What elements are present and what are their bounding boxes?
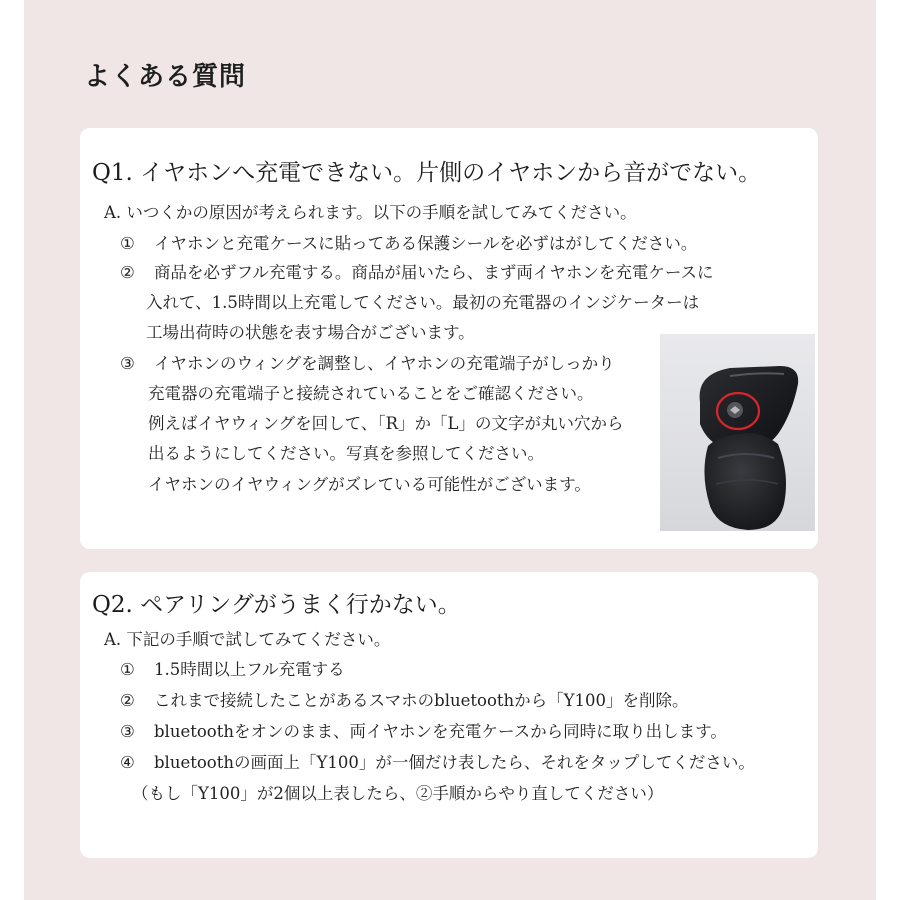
step-number: ② [120,263,135,282]
question-q1: Q1. イヤホンへ充電できない。片側のイヤホンから音がでない。 [92,160,762,186]
step-text: 商品を必ずフル充電する。商品が届いたら、まず両イヤホンを充電ケースに [154,263,714,282]
step-text: bluetoothの画面上「Y100」が一個だけ表したら、それをタップしてください。 [154,753,755,772]
earbud-icon [660,334,815,531]
step-text-continued: 工場出荷時の状態を表す場合がございます。 [146,323,475,342]
step-text-continued: 入れて、1.5時間以上充電してください。最初の充電器のインジケーターは [146,293,700,312]
question-q2: Q2. ペアリングがうまく行かない。 [92,592,461,618]
step-q2-4 [120,753,755,773]
step-text-continued: 例えばイヤウィングを回して、「R」か「L」の文字が丸い穴から [148,414,624,433]
answer-intro-q2: A. 下記の手順で試してみてください。 [104,630,391,649]
step-note: （もし「Y100」が2個以上表したら、②手順からやり直してください） [132,784,664,803]
step-q2-3 [120,722,727,742]
step-q1-1 [120,234,697,254]
step-q1-3 [120,354,615,374]
step-number: ① [120,234,135,253]
step-text: イヤホンのウィングを調整し、イヤホンの充電端子がしっかり [154,354,615,373]
step-text-continued: 充電器の充電端子と接続されていることをご確認ください。 [148,384,594,403]
step-text-continued: イヤホンのイヤウィングがズレている可能性がございます。 [148,475,591,494]
step-number: ④ [120,753,135,772]
faq-card-q1 [80,128,818,549]
step-number: ③ [120,354,135,373]
step-text-continued: 出るようにしてください。写真を参照してください。 [148,444,544,463]
faq-card-q2 [80,572,818,858]
page-title: よくある質問 [84,62,247,92]
step-text: bluetoothをオンのまま、両イヤホンを充電ケースから同時に取り出します。 [154,722,727,741]
step-q2-1 [120,660,345,680]
step-text: イヤホンと充電ケースに貼ってある保護シールを必ずはがしてください。 [154,234,698,253]
step-text: これまで接続したことがあるスマホのbluetoothから「Y100」を削除。 [154,691,689,710]
step-number: ③ [120,722,135,741]
step-number: ② [120,691,135,710]
step-text: 1.5時間以上フル充電する [154,660,345,679]
earbud-photo [660,334,815,531]
step-number: ① [120,660,135,679]
step-q1-2 [120,263,714,283]
answer-intro-q1: A. いつくかの原因が考えられます。以下の手順を試してみてください。 [104,203,637,222]
step-q2-2 [120,691,689,711]
